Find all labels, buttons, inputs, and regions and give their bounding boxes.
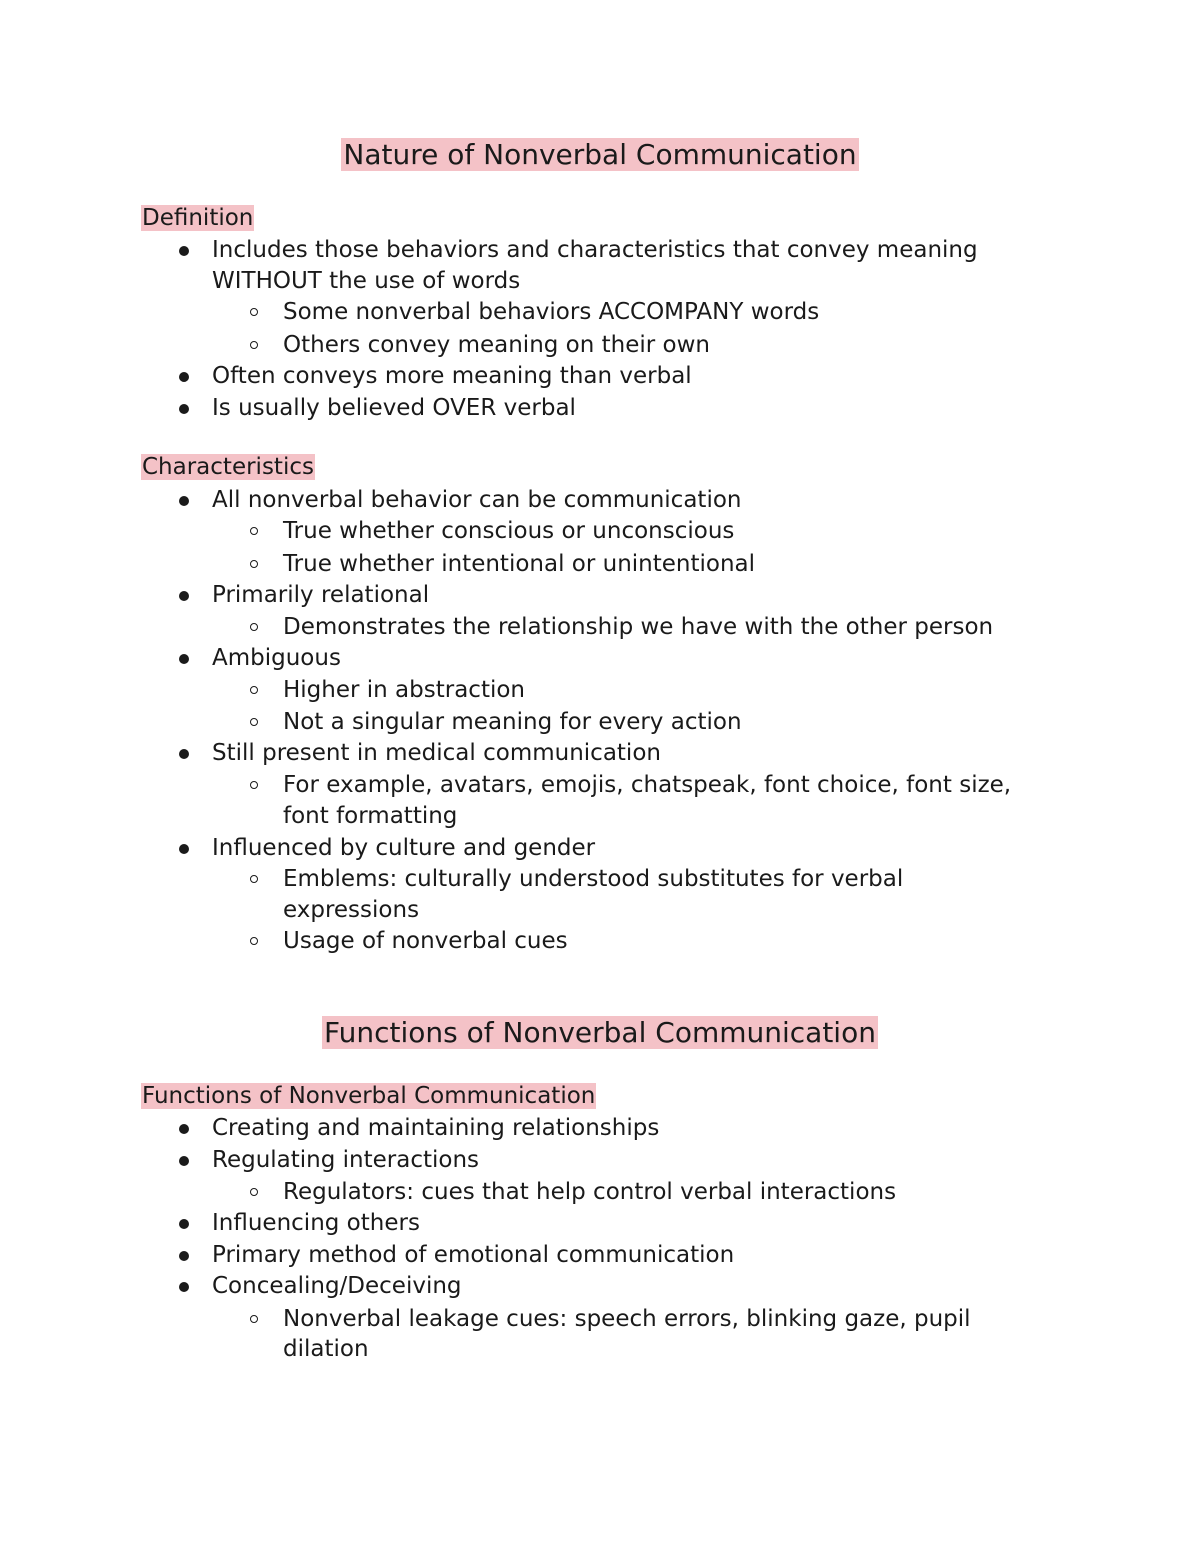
bullet-icon [179, 1251, 189, 1261]
list-item: Creating and maintaining relationships [212, 1115, 660, 1141]
section-title: Functions of Nonverbal Communication [324, 1016, 876, 1049]
bullet-icon [179, 591, 189, 601]
sub-list-item: True whether intentional or unintentional [283, 551, 756, 577]
bullet-icon [179, 1124, 189, 1134]
bullet-icon [179, 1219, 189, 1229]
list-item: Concealing/Deceiving [212, 1273, 462, 1299]
sub-list-item: Not a singular meaning for every action [283, 709, 742, 735]
sub-bullet-icon [250, 341, 258, 349]
list-item: All nonverbal behavior can be communication [212, 487, 742, 513]
list-item: Often conveys more meaning than verbal [212, 363, 692, 389]
sub-list-item: Others convey meaning on their own [283, 332, 711, 358]
section-title: Nature of Nonverbal Communication [343, 138, 857, 171]
bullet-icon [179, 749, 189, 759]
list-item: Regulating interactions [212, 1147, 480, 1173]
list-item: Is usually believed OVER verbal [212, 395, 576, 421]
sub-bullet-icon [250, 937, 258, 945]
sub-list-item: True whether conscious or unconscious [283, 518, 735, 544]
sub-bullet-icon [250, 781, 258, 789]
sub-bullet-icon [250, 1188, 258, 1196]
bullet-icon [179, 246, 189, 256]
sub-bullet-icon [250, 875, 258, 883]
list-item: Still present in medical communication [212, 740, 661, 766]
subsection-heading-definition: Definition [142, 205, 254, 231]
subsection-heading-functions: Functions of Nonverbal Communication [142, 1083, 596, 1109]
bullet-icon [179, 654, 189, 664]
sub-list-item: Higher in abstraction [283, 677, 526, 703]
list-item: Includes those behaviors and characteristics that convey meaning [212, 237, 978, 263]
sub-bullet-icon [250, 1315, 258, 1323]
list-item: Primary method of emotional communication [212, 1242, 735, 1268]
sub-list-item: Usage of nonverbal cues [283, 928, 568, 954]
sub-bullet-icon [250, 623, 258, 631]
sub-list-item: Some nonverbal behaviors ACCOMPANY words [283, 299, 820, 325]
sub-bullet-icon [250, 527, 258, 535]
bullet-icon [179, 844, 189, 854]
bullet-icon [179, 372, 189, 382]
sub-list-item: Regulators: cues that help control verbal interactions [283, 1179, 897, 1205]
bullet-icon [179, 496, 189, 506]
sub-list-item-continuation: font formatting [283, 803, 458, 829]
list-item-continuation: WITHOUT the use of words [212, 268, 521, 294]
sub-bullet-icon [250, 560, 258, 568]
sub-list-item: Nonverbal leakage cues: speech errors, blinking gaze, pupil [283, 1306, 971, 1332]
sub-list-item: Emblems: culturally understood substitutes for verbal [283, 866, 904, 892]
sub-bullet-icon [250, 718, 258, 726]
bullet-icon [179, 1156, 189, 1166]
list-item: Ambiguous [212, 645, 341, 671]
sub-list-item: For example, avatars, emojis, chatspeak, font choice, font size, [283, 772, 1012, 798]
sub-list-item: Demonstrates the relationship we have with the other person [283, 614, 994, 640]
list-item: Influencing others [212, 1210, 420, 1236]
list-item: Primarily relational [212, 582, 430, 608]
list-item: Influenced by culture and gender [212, 835, 596, 861]
sub-bullet-icon [250, 308, 258, 316]
bullet-icon [179, 1282, 189, 1292]
subsection-heading-characteristics: Characteristics [142, 454, 314, 480]
sub-bullet-icon [250, 686, 258, 694]
bullet-icon [179, 404, 189, 414]
sub-list-item-continuation: expressions [283, 897, 420, 923]
sub-list-item-continuation: dilation [283, 1336, 369, 1362]
